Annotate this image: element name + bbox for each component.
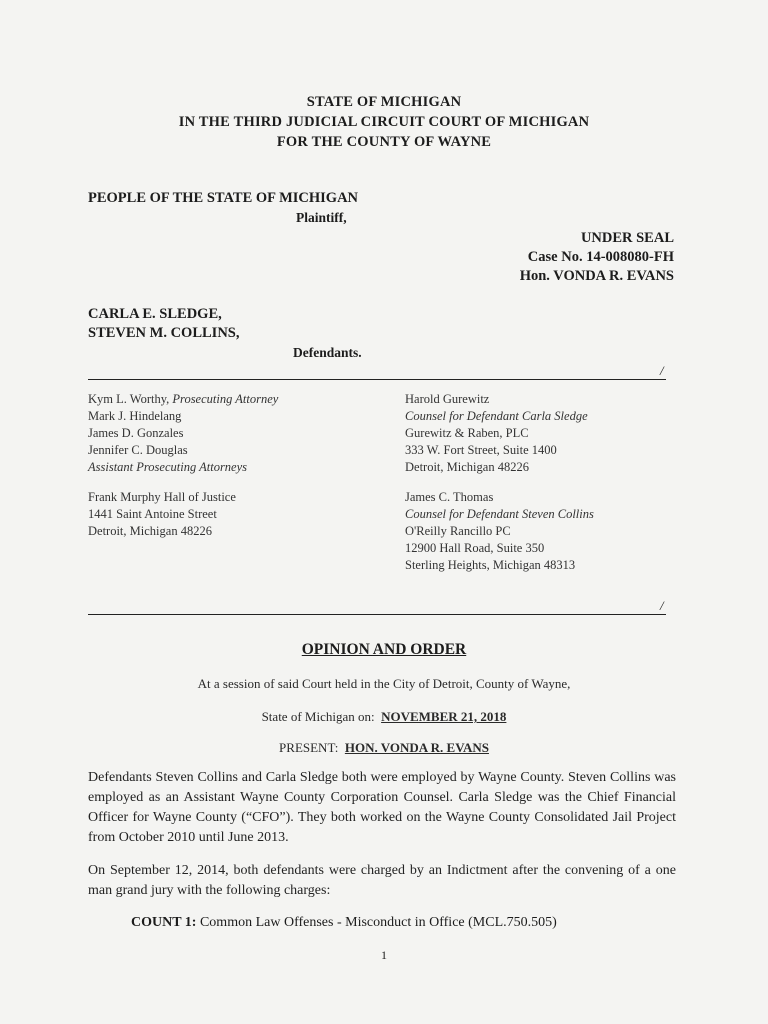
prosecutor-line	[88, 391, 278, 408]
plaintiff-role: Plaintiff,	[296, 210, 347, 225]
collins-counsel-address-2: Sterling Heights, Michigan 48313	[405, 558, 576, 572]
document-title	[0, 641, 768, 659]
count-label: COUNT 1:	[131, 915, 197, 930]
court-header-line3: FOR THE COUNTY OF WAYNE	[276, 134, 492, 150]
caption-divider-top	[88, 379, 666, 380]
document-title-text: OPINION AND ORDER	[301, 641, 467, 658]
defense-counsel-sledge-block	[405, 391, 588, 476]
judge-name: Hon. VONDA R. EVANS	[519, 268, 674, 284]
divider-slash-bottom: /	[660, 598, 664, 613]
sledge-counsel-role: Counsel for Defendant Carla Sledge	[405, 409, 588, 423]
prosecution-address-2: 1441 Saint Antoine Street	[88, 507, 217, 521]
divider-slash-top: /	[660, 363, 664, 378]
court-header-line2: IN THE THIRD JUDICIAL CIRCUIT COURT OF MICHIGAN	[178, 114, 590, 130]
assistant-prosecutor-1: Mark J. Hindelang	[88, 409, 182, 423]
prosecution-counsel-block	[88, 391, 278, 476]
prosecution-address-block	[88, 489, 236, 540]
order-date-label: State of Michigan on:	[261, 709, 375, 724]
prosecution-address-3: Detroit, Michigan 48226	[88, 524, 212, 538]
collins-counsel-address-1: 12900 Hall Road, Suite 350	[405, 541, 545, 555]
defense-counsel-collins-block	[405, 489, 594, 574]
present-value: HON. VONDA R. EVANS	[344, 740, 489, 755]
caption-divider-bottom	[88, 614, 666, 615]
court-header-line1: STATE OF MICHIGAN	[306, 94, 462, 110]
order-date-line	[0, 709, 768, 725]
prosecutor-title: Prosecuting Attorney	[172, 392, 279, 406]
session-line: At a session of said Court held in the City of Detroit, County of Wayne,	[197, 676, 571, 691]
prosecution-address-1: Frank Murphy Hall of Justice	[88, 490, 236, 504]
sledge-counsel-address-1: 333 W. Fort Street, Suite 1400	[405, 443, 557, 457]
prosecutor-name: Kym L. Worthy,	[88, 392, 173, 406]
sledge-counsel-name: Harold Gurewitz	[405, 392, 490, 406]
collins-counsel-firm: O'Reilly Rancillo PC	[405, 524, 511, 538]
assistant-prosecutor-3: Jennifer C. Douglas	[88, 443, 188, 457]
case-number: Case No. 14-008080-FH	[527, 249, 674, 265]
collins-counsel-name: James C. Thomas	[405, 490, 494, 504]
body-paragraph-1: Defendants Steven Collins and Carla Sledge both were employed by Wayne County. Steven Collins was employed as an Assistant Wayne County Corporation Counsel. Carla Sledge was the Chief Financial Officer for Wayne County (“CFO”). They both worked on the Wayne County Consolidated Jail Project from October 2010 until June 2013.	[88, 770, 676, 845]
count-text: Common Law Offenses - Misconduct in Office (MCL.750.505)	[196, 915, 557, 930]
order-date-value: NOVEMBER 21, 2018	[381, 709, 507, 724]
defendant-name-1: CARLA E. SLEDGE,	[88, 306, 222, 322]
under-seal-label: UNDER SEAL	[580, 230, 674, 246]
assistant-prosecutors-title: Assistant Prosecuting Attorneys	[88, 460, 248, 474]
sledge-counsel-firm: Gurewitz & Raben, PLC	[405, 426, 529, 440]
sledge-counsel-address-2: Detroit, Michigan 48226	[405, 460, 529, 474]
page-number: 1	[381, 948, 387, 962]
body-paragraph-2: On September 12, 2014, both defendants were charged by an Indictment after the convening of a one man grand jury with the following charges:	[88, 863, 676, 898]
present-label: PRESENT:	[279, 740, 339, 755]
present-line	[0, 740, 768, 756]
defendants-role: Defendants.	[293, 345, 362, 360]
count-line	[131, 915, 557, 931]
assistant-prosecutor-2: James D. Gonzales	[88, 426, 184, 440]
plaintiff-name: PEOPLE OF THE STATE OF MICHIGAN	[88, 190, 359, 206]
collins-counsel-role: Counsel for Defendant Steven Collins	[405, 507, 594, 521]
defendant-name-2: STEVEN M. COLLINS,	[88, 325, 240, 341]
